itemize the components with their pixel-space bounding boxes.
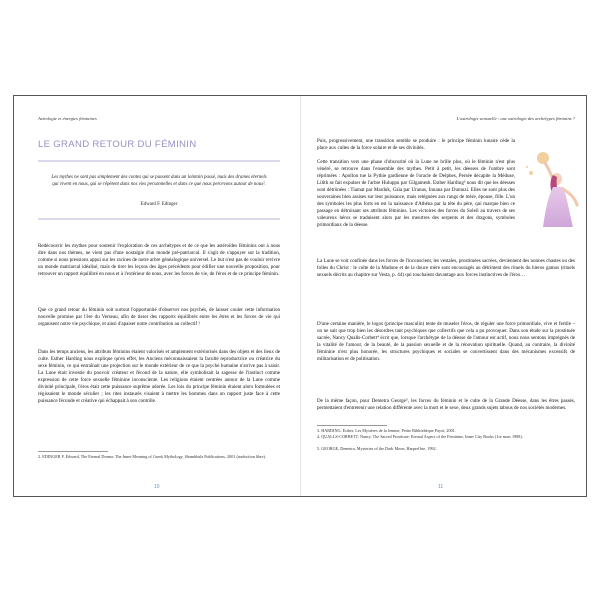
left-paragraph-1: Redécouvrir les mythes pour soutenir l'exploration de ces archétypes et de ce que les astéroïdes féminins ont à nous dire dans nos thèmes, ne vient pas d'une nostalgie d'un monde pré-patriarcal. Il s'agit de s'appuyer sur la tradition, comme si nous pressions appui sur les racines de notre arbre généalogique universel. Le but n'est pas de vouloir revivre un monde matriarcal idéalisé, mais de tirer les leçons des âges précédents pour édifier une nouvelle proposition, pour retrouver un rapport équilibré en nous et à l'extérieur de nous, avec les forces de vie, de l'éros et de ce principe féminin.	[38, 243, 280, 278]
star-dot-icon	[526, 166, 529, 169]
epigraph: Les mythes ne sont pas simplement des contes qui se passent dans un lointain passé, mais des drames éternels qui vivent en nous, qui se répètent dans nos vies personnelles et dans ce que nous percevons autour de nous².	[51, 175, 267, 187]
right-paragraph-2: Cette transition vers une phase d'obscurité où la Lune ne brille plus, où le féminin n'est plus vénéré, se retrouve dans l'ensemble des mythes. Petit à petit, les déesses de l'ombre sont réprimées : Apollon tue la Pythie gardienne de l'oracle de Delphes, Persée décapite la Méduse, Lilith se fait expulser de l'arbre Huluppu par Gilgamesh. Esther Harding³ nous dit que les déesses sont détrônées : Tiamat par Marduk, Gaïa par Uranus, Innana par Dumuzi. Elles ne sont plus des souveraines bien assises sur leur puissance, mais reléguées aux rangs de mère, épouse, fille. L'un des symboles les plus forts en est la naissance d'Athéna par la tête du père, qui marque bien ce passage en détruisant ses attributs féminins. Les victoires des forces du Soleil au travers de ses valeureux héros se traduisent alors par les meurtres des serpents et des dragons, symboles primordiaux de la déesse.	[317, 159, 515, 229]
epigraph-author: Edward F. Edinger	[140, 202, 178, 207]
left-footnote-rule	[38, 451, 108, 452]
chapter-title: LE GRAND RETOUR DU FÉMININ	[38, 139, 197, 150]
right-footnote-3: 3. HARDING, Esther, Les Mystères de la femme, Petite Bibliothèque Payot, 2001.	[317, 428, 456, 433]
left-running-head: Astrologie et énergies féminines	[38, 116, 97, 121]
right-footnote-5: 5. GEORGE, Demetra, Mysteries of the Dark Moon, HarperOne, 1992.	[317, 446, 437, 451]
right-running-head: L'astrologie sensuelle : une astrologie des archétypes féminins ?	[456, 116, 575, 121]
book-spread	[13, 95, 587, 497]
left-paragraph-3: Dans les temps anciens, les attributs féminins étaient valorisés et amplement extériorisés dans des objets et des lieux de culte. Esther Harding nous explique qu'en effet, les Anciens méconnaissaient la faculté reproductrice ou créatrice du sexe féminin, ce qui entraînait une projection sur le monde extérieur de ce que la psyché humaine n'arrive pas à saisir. La Lune était investie du pouvoir créateur et fécond de la nature, elle symbolisait la sagesse de l'instinct comme expression de cette force sexuelle féminine inconsciente. Les religions étaient centrées autour de la Lune comme divinité principale, l'éros était cette puissance suprême adorée. Les lois du principe féminin étaient alors formulées et régissaient le monde séculier ; les rites instaurés visaient à mettre les hommes dans un rapport juste face à cette puissance féconde et créative qui échappait à son contrôle.	[38, 349, 280, 405]
star-dot-icon	[529, 171, 533, 175]
right-footnote-rule	[317, 425, 387, 426]
right-paragraph-1: Puis, progressivement, une transition semble se produire : le principe féminin lunaire cède la place aux cultes de la force solaire et de ses divinités.	[317, 138, 515, 152]
title-rule-bottom	[38, 218, 280, 220]
title-rule-top	[38, 160, 280, 162]
goddess-moon-illustration	[523, 149, 579, 227]
right-footnote-4: 4. QUALLS-CORBETT, Nancy, The Sacred Prostitute: Eternal Aspect of the Feminine, Inner City Books (1re mars 1988).	[317, 434, 523, 439]
left-folio: 10	[154, 484, 160, 490]
right-paragraph-4: D'une certaine manière, le logos (principe masculin) tente de museler l'éros, de réguler une force primordiale, vive et fertile – on ne sait que trop bien les désordres tant psychiques que collectifs que cela a pu provoquer. Dans son étude sur la prostituée sacrée, Nancy Qualls-Corbett⁴ écrit que, lorsque l'archétype de la déesse de l'amour est actif, nous nous sentons imprégnés de la vitalité de l'amour, de la beauté, de la passion sexuelle et de la rénovation spirituelle. Quand, au contraire, la divinité féminine n'est plus honorée, les structures psychiques et sociales se convertissent dans des mécanismes excessifs de militarisation et de politisation.	[317, 321, 575, 363]
right-paragraph-3: La Lune se voit confinée dans les forces de l'inconscient, les vestales, prostituées sacrées, deviennent des nonnes chastes ou des folles du Christ : le culte de la Madone et de la douce mère sont encouragés au détriment des rituels du hieros gamos (rituels sexuels décrits au chapitre sur Vesta, p. 44) qui touchaient davantage aux forces instinctives de l'éros…	[317, 258, 575, 279]
left-page	[14, 96, 300, 496]
moon-icon	[537, 152, 549, 164]
left-paragraph-2: Que ce grand retour du féminin soit surtout l'opportunité d'observer nos psychés, de laisser couler cette information nouvelle promise par l'ère du Verseau, afin de tisser des rapports équilibrés entre les êtres et les forces de vie qui organisent notre vie psychique, et ainsi d'apaiser notre contribution au collectif !	[38, 307, 280, 328]
right-paragraph-5: De la même façon, pour Demetra George⁵, les forces du féminin et le culte de la Grande Déesse, dans les êtres passés, permettaient d'entretenir une relation différente avec la mort et le sexe, deux grands sujets tabous de nos sociétés modernes.	[317, 398, 575, 412]
right-page	[301, 96, 587, 496]
left-footnote: 2. EDINGER F. Edward, The Eternal Drama: The Inner Meaning of Greek Mythology, Shambhala Publications, 2001 (traduction libre).	[38, 454, 266, 459]
raised-arm	[545, 163, 553, 179]
right-folio: 11	[438, 484, 444, 490]
